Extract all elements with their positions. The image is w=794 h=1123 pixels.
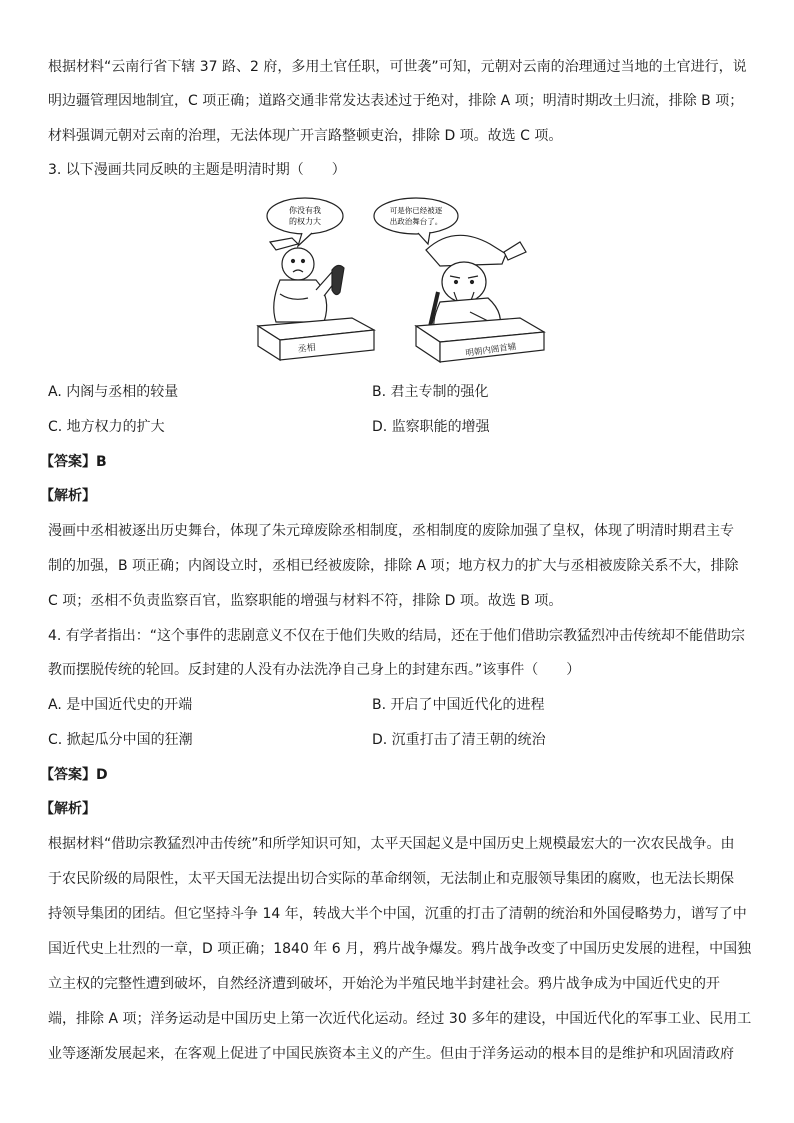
left-pedestal <box>258 318 374 360</box>
left-plaque-label: 丞相 <box>297 343 317 355</box>
q3-option-b[interactable]: B. 君主专制的强化 <box>372 384 489 400</box>
q4-analysis-line-6: 端，排除 A 项；洋务运动是中国历史上第一次近代化运动。经过 30 多年的建设，中国近代化的军事工业、民用工 <box>48 1011 752 1027</box>
right-pedestal <box>416 318 544 362</box>
right-bubble-line-1: 可是你已经被逐 <box>389 206 443 215</box>
q4-option-d[interactable]: D. 沉重打击了清王朝的统治 <box>372 732 546 748</box>
q4-stem-line-1: 4. 有学者指出：“这个事件的悲剧意义不仅在于他们失败的结局，还在于他们借助宗教猛烈冲击传统却不能借助宗 <box>48 628 746 644</box>
q4-analysis-line-4: 国近代史上壮烈的一章，D 项正确；1840 年 6 月，鸦片战争爆发。鸦片战争改变了中国历史发展的进程，中国独 <box>48 941 752 957</box>
right-plaque-label: 明朝内阁首辅 <box>465 341 517 359</box>
q4-option-c[interactable]: C. 掀起瓜分中国的狂潮 <box>48 732 193 748</box>
q3-analysis-line-2: 制的加强，B 项正确；内阁设立时，丞相已经被废除，排除 A 项；地方权力的扩大与丞相被废除关系不大，排除 <box>48 558 739 574</box>
q4-analysis-line-3: 持领导集团的团结。但它坚持斗争 14 年，转战大半个中国，沉重的打击了清朝的统治和外国侵略势力，谱写了中 <box>48 906 747 922</box>
q4-stem-line-2: 教而摆脱传统的轮回。反封建的人没有办法洗净自己身上的封建东西。”该事件（ ） <box>48 662 581 678</box>
q3-option-a[interactable]: A. 内阁与丞相的较量 <box>48 384 179 400</box>
q4-answer: 【答案】D <box>40 767 108 783</box>
left-bubble-line-2: 的权力大 <box>289 217 321 226</box>
q3-option-d[interactable]: D. 监察职能的增强 <box>372 419 490 435</box>
left-bubble-line-1: 你没有我 <box>289 206 321 215</box>
q4-option-a[interactable]: A. 是中国近代史的开端 <box>48 697 193 713</box>
q4-analysis-label: 【解析】 <box>40 801 96 817</box>
q4-option-b[interactable]: B. 开启了中国近代化的进程 <box>372 697 545 713</box>
cartoon-illustration <box>240 194 560 366</box>
analysis-line-1: 根据材料“云南行省下辖 37 路、2 府，多用土官任职，可世袭”可知，元朝对云南的治理通过当地的土官进行，说 <box>48 59 747 75</box>
chancellor-figure <box>270 238 344 322</box>
q4-analysis-line-2: 于农民阶级的局限性，太平天国无法提出切合实际的革命纲领，无法制止和克服领导集团的腐败，也无法长期保 <box>48 871 734 887</box>
q4-analysis-line-1: 根据材料“借助宗教猛烈冲击传统”和所学知识可知，太平天国起义是中国历史上规模最宏大的一次农民战争。由 <box>48 836 735 852</box>
right-bubble-line-2: 出政治舞台了。 <box>389 217 443 226</box>
q3-answer: 【答案】B <box>40 454 107 470</box>
q4-analysis-line-7: 业等逐渐发展起来，在客观上促进了中国民族资本主义的产生。但由于洋务运动的根本目的是维护和巩固清政府 <box>48 1046 734 1062</box>
analysis-line-3: 材料强调元朝对云南的治理，无法体现广开言路整顿吏治，排除 D 项。故选 C 项。 <box>48 128 563 144</box>
q3-analysis-label: 【解析】 <box>40 488 96 504</box>
q3-analysis-line-3: C 项；丞相不负责监察百官，监察职能的增强与材料不符，排除 D 项。故选 B 项。 <box>48 593 563 609</box>
question-3-stem: 3. 以下漫画共同反映的主题是明清时期（ ） <box>48 162 346 178</box>
analysis-line-2: 明边疆管理因地制宜，C 项正确；道路交通非常发达表述过于绝对，排除 A 项；明清时期改土归流，排除 B 项； <box>48 93 744 109</box>
q3-option-c[interactable]: C. 地方权力的扩大 <box>48 419 165 435</box>
q4-analysis-line-5: 立主权的完整性遭到破坏，自然经济遭到破坏，开始沦为半殖民地半封建社会。鸦片战争成为中国近代史的开 <box>48 976 720 992</box>
q3-analysis-line-1: 漫画中丞相被逐出历史舞台，体现了朱元璋废除丞相制度，丞相制度的废除加强了皇权，体现了明清时期君主专 <box>48 523 734 539</box>
